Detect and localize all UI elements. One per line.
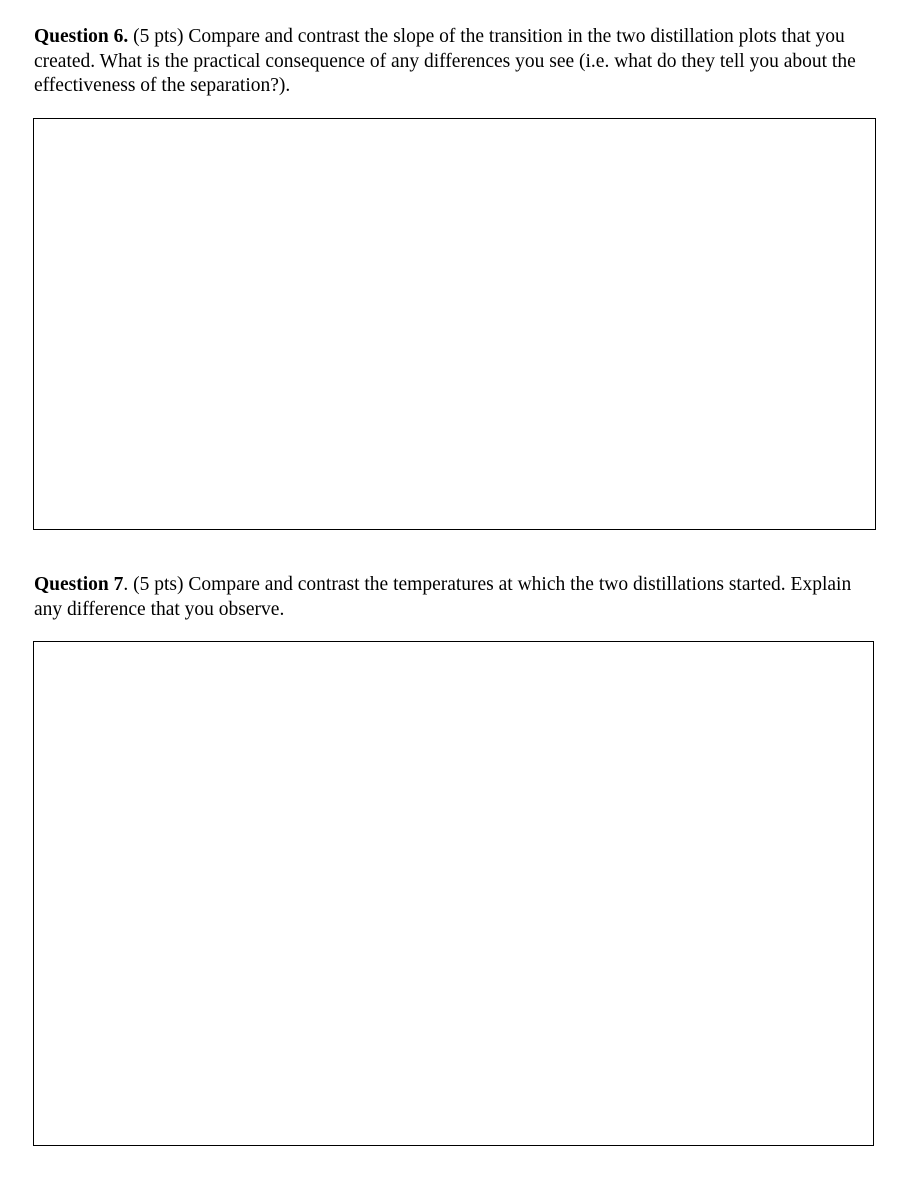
question-7-label-suffix: . [123,574,129,595]
question-7-label: Question 7 [34,574,124,595]
question-6-text: Compare and contrast the slope of the transition in the two distillation plots that you created. What is the practical consequence of any differences you see (i.e. what do they tell you about the effectiveness of the separation?). [34,26,856,96]
question-6-answer-box[interactable] [33,118,876,530]
question-6-prompt [34,25,880,99]
question-7-answer-box[interactable] [33,641,874,1146]
question-7-points: (5 pts) [133,574,184,595]
question-6-points: (5 pts) [133,26,184,47]
question-7-prompt [34,573,880,622]
question-6-label: Question 6. [34,26,129,47]
question-7-text: Compare and contrast the temperatures at which the two distillations started. Explain any difference that you observe. [34,574,852,620]
